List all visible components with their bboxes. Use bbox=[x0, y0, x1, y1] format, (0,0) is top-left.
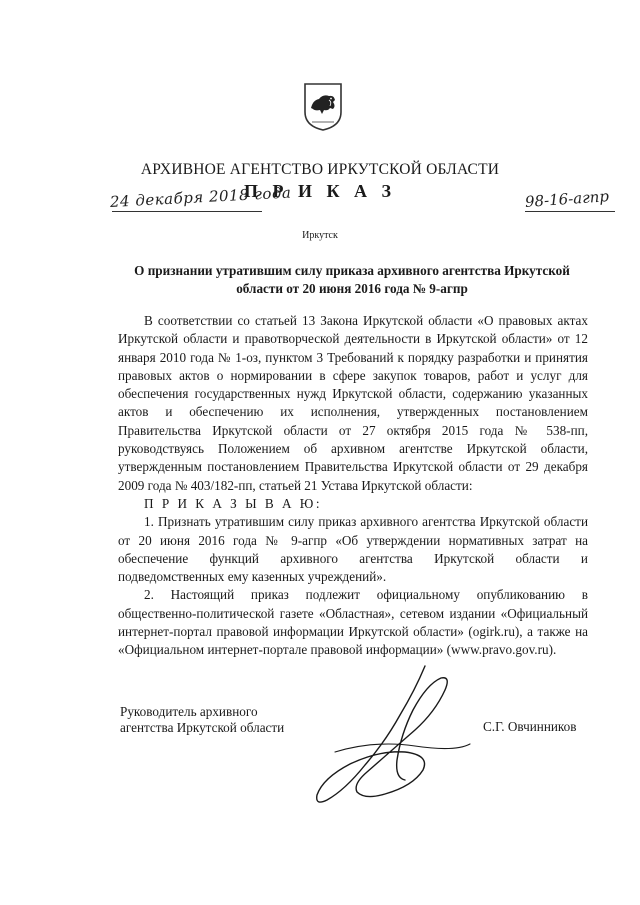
date-underline bbox=[112, 211, 262, 212]
document-body bbox=[118, 312, 588, 660]
number-underline bbox=[525, 211, 615, 212]
handwritten-signature-icon bbox=[305, 660, 485, 820]
preamble-paragraph: В соответствии со статьей 13 Закона Иркутской области «О правовых актах Иркутской области и правотворческой деятельности в Иркутской области» от 12 января 2010 года № 1-оз, пунктом 3 Требований к порядку разработки и принятия правовых актов о нормировании в сфере закупок товаров, работ и услуг для обеспечения государственных нужд Иркутской области, содержанию указанных актов и обеспечению их исполнения, утвержденных постановлением Правительства Иркутской области от 27 октября 2015 года № 538-пп, руководствуясь Положением об архивном агентстве Иркутской области, утвержденным постановлением Правительства Иркутской области от 29 декабря 2009 года № 403/182-пп, статьей 21 Устава Иркутской области: bbox=[118, 313, 588, 493]
handwritten-order-number: 98-16-агпр bbox=[524, 187, 610, 211]
signatory-role-line1: Руководитель архивного bbox=[120, 704, 258, 719]
signatory-name: С.Г. Овчинников bbox=[483, 719, 577, 734]
city-name: Иркутск bbox=[302, 230, 338, 241]
agency-name: АРХИВНОЕ АГЕНТСТВО ИРКУТСКОЙ ОБЛАСТИ bbox=[140, 161, 500, 178]
handwritten-date: 24 декабря 2018 года bbox=[109, 183, 292, 211]
item-1-paragraph: 1. Признать утратившим силу приказ архивного агентства Иркутской области от 20 июня 2016 года № 9-агпр «Об утверждении нормативных затрат на обеспечение функций архивного агентства Иркутской области и подведомственных ему казенных учреждений». bbox=[118, 514, 588, 585]
document-title: О признании утратившим силу приказа архивного агентства Иркутской области от 20 июня 2016 года № 9-агпр bbox=[134, 263, 570, 296]
signatory-role-line2: агентства Иркутской области bbox=[120, 719, 285, 735]
prikazyvayu-heading: П Р И К А З Ы В А Ю: bbox=[144, 495, 323, 511]
order-heading: П Р И К А З bbox=[243, 181, 397, 201]
item-2-paragraph: 2. Настоящий приказ подлежит официальному опубликованию в общественно-политической газете «Областная», сетевом издании «Официальный интернет-портал правовой информации Иркутской области» (ogirk.ru), а также на «Официальном интернет-портале правовой информации» (www.pravo.gov.ru). bbox=[118, 587, 588, 658]
coat-of-arms-icon bbox=[303, 82, 343, 132]
signatory-role bbox=[120, 704, 284, 735]
